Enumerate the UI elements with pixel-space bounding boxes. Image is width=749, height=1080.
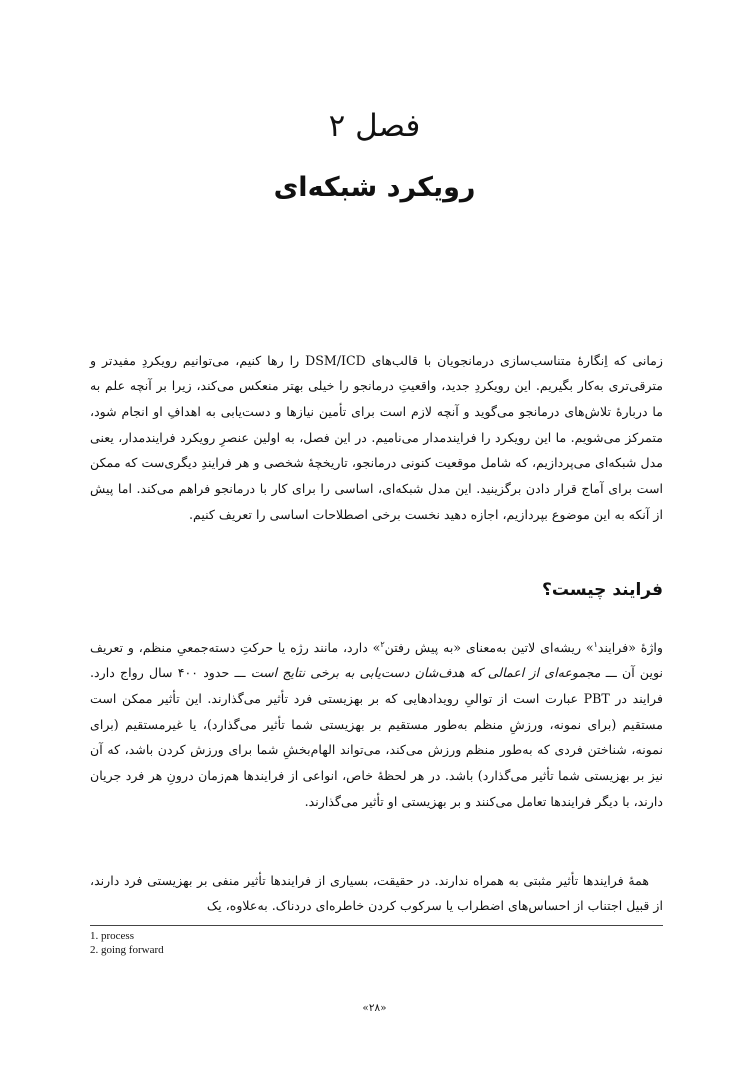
page-number: «۲۸» <box>362 1002 387 1014</box>
footnote-2: 2. going forward <box>90 944 164 956</box>
footnote-1: 1. process <box>90 930 134 942</box>
text-run: واژهٔ «فرایند <box>597 639 663 655</box>
section-paragraph-2: همهٔ فرایندها تأثیر مثبتی به همراه ندارند. در حقیقت، بسیاری از فرایندها تأثیر منفی بر بهزیستی فرد دارند، از قبیل اجتناب از احساس‌های اضطراب یا سرکوب کردن خاطره‌ای دردناک. به‌علاوه، یک <box>90 872 663 914</box>
footnote-ref-2: ۲ <box>380 639 385 649</box>
text-run: » ریشه‌ای لاتین به‌معنای «به پیش رفتن <box>384 639 594 655</box>
intro-paragraph: زمانی که اِنگارهٔ متناسب‌سازی درمانجویان با قالب‌های DSM/ICD را رها کنیم، می‌توانیم رویکردِ مفیدتر و مترقی‌تری به‌کار بگیریم. این رویکردِ جدید، واقعیتِ درمانجو را خیلی بهتر منعکس می‌کند، زیرا بر آنچه علم به ما دربارهٔ تلاش‌های درمانجو می‌گوید و آنچه لازم است برای تأمین نیازها و دست‌یابی به اهدافِ او انجام شود، متمرکز می‌شویم. ما این رویکرد را فرایندمدار می‌نامیم. در این فصل، به اولین عنصرِ رویکرد فرایندمدار، یعنی مدل شبکه‌ای می‌پردازیم، که شامل موقعیت کنونی درمانجو، تاریخچهٔ شخصی و هر فرایندِ دیگری‌ست که ممکن است برای آماج قرار دادن برگزینید. این مدل شبکه‌ای، اساسی را برای کار با درمانجو فراهم می‌کند. اما پیش از آنکه به این موضوع بپردازیم، اجازه دهید نخست برخی اصطلاحات اساسی را تعریف کنیم. <box>90 352 663 522</box>
text-run: ـــ حدود ۴۰۰ سال رواج دارد. فرایند در PBT عبارت است از توالیِ رویدادهایی که بر بهزیستی فرد تأثیر می‌گذارند. این تأثیر ممکن است مستقیم (برای نمونه، ورزشِ منظم به‌طور مستقیم بر بهزیستی شما تأثیر می‌گذارد)، یا غیرمستقیم (برای نمونه، شناختن فردی که به‌طور منظم ورزش می‌کند، می‌تواند الهام‌بخشِ شما برای ورزش کردن باشد، که آن نیز بر بهزیستی شما تأثیر می‌گذارد) باشد. در هر لحظهٔ خاص، انواعی از فرایندها هم‌زمان درونِ هر فرد جریان دارند، با دیگر فرایندها تعامل می‌کنند و بر بهزیستی او تأثیر می‌گذارند. <box>90 665 663 809</box>
section-heading: فرایند چیست؟ <box>542 580 663 600</box>
chapter-title: رویکرد شبکه‌ای <box>273 172 476 203</box>
chapter-number: فصل ۲ <box>328 108 421 144</box>
footnotes <box>90 929 164 957</box>
definition-italic: مجموعه‌ای از اعمالی که هدف‌شان دست‌یابی به برخی نتایج است <box>250 665 601 681</box>
section-paragraph-1 <box>90 635 663 815</box>
footnote-divider <box>90 925 663 926</box>
footnote-ref-1: ۱ <box>593 639 598 649</box>
text-run: » دارد، مانند رژه یا حرکتِ دسته‌جمعیِ منظم، و تعریف نوین آن ـــ <box>90 639 663 681</box>
